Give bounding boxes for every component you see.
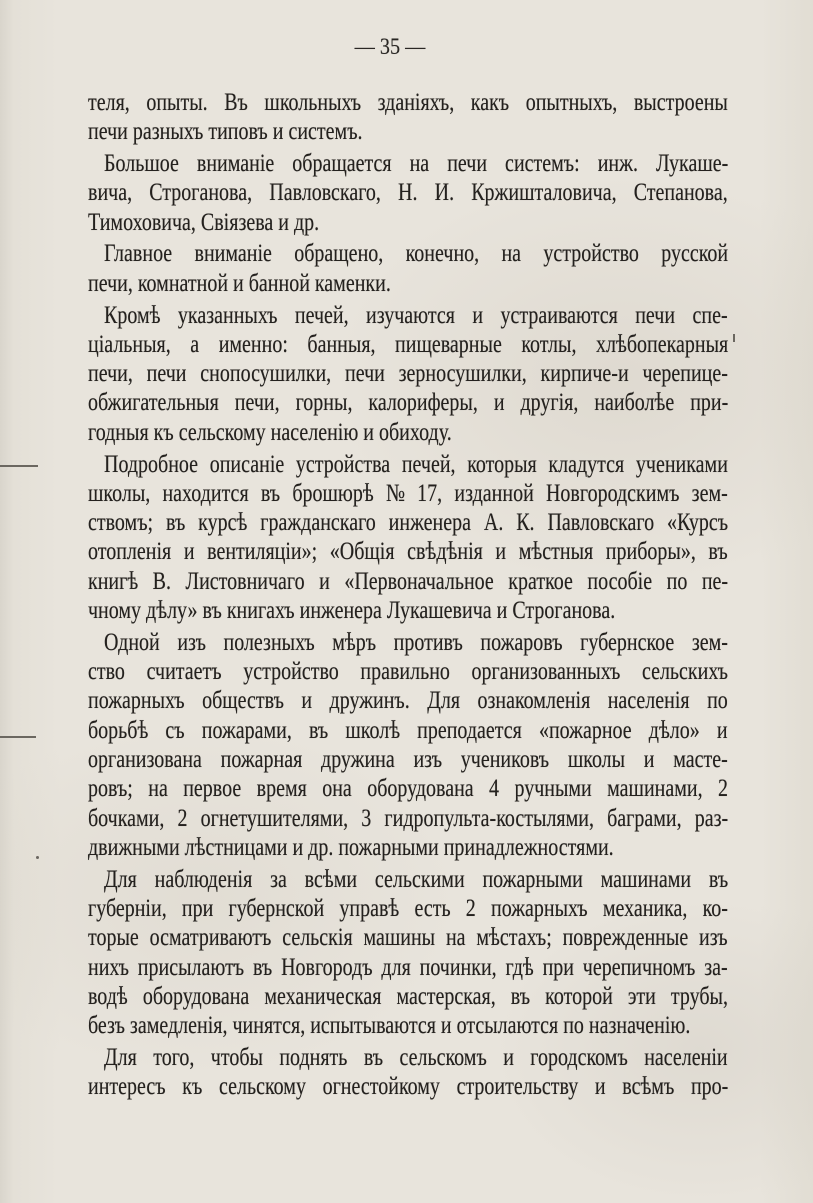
text-line-content: чному дѣлу» въ книгахъ инженера Лукашевича и Строганова. <box>88 597 616 625</box>
page-text-body <box>88 88 728 1102</box>
text-line-content: Подробное описаніе устройства печей, которыя кладутся учениками <box>104 450 728 478</box>
text-line-content: губерніи, при губернской управѣ есть 2 пожарныхъ механика, ко- <box>88 895 728 923</box>
text-line-content: ровъ; на первое время она оборудована 4 ручными машинами, 2 <box>88 775 728 803</box>
text-line <box>88 301 728 330</box>
text-line-content: Для того, чтобы поднять въ сельскомъ и городскомъ населеніи <box>104 1044 728 1071</box>
text-line <box>88 1072 728 1101</box>
text-line <box>88 330 728 359</box>
text-line <box>88 953 728 982</box>
text-line <box>88 686 728 715</box>
text-line <box>88 208 728 237</box>
paragraph <box>88 450 728 626</box>
text-line <box>88 1043 728 1072</box>
text-line-content: интересъ къ сельскому огнестойкому строительству и всѣмъ про- <box>88 1073 729 1101</box>
paragraph <box>88 628 728 862</box>
text-line-content: Тимоховича, Свіязева и др. <box>88 208 320 236</box>
text-line <box>88 359 728 388</box>
text-line-content: торые осматриваютъ сельскія машины на мѣстахъ; поврежденные изъ <box>88 924 728 952</box>
text-line <box>88 982 728 1011</box>
text-line <box>88 239 728 268</box>
text-line <box>88 716 728 745</box>
text-line <box>88 88 728 117</box>
text-line <box>88 1011 728 1040</box>
margin-mark <box>0 465 38 467</box>
paragraph <box>88 149 728 237</box>
text-line-content: годныя къ сельскому населенію и обиходу. <box>88 418 452 446</box>
text-line <box>88 865 728 894</box>
paragraph <box>88 865 728 1041</box>
text-line-content: ціальныя, а именно: банныя, пищеварные котлы, хлѣбопекарныя <box>88 330 729 358</box>
text-line <box>88 923 728 952</box>
text-line-content: ство считаетъ устройство правильно организованныхъ сельскихъ <box>88 658 728 686</box>
paragraph <box>88 301 728 447</box>
text-line <box>88 628 728 657</box>
text-line-content: Одной изъ полезныхъ мѣръ противъ пожаровъ губернское зем- <box>104 628 728 656</box>
margin-mark <box>0 736 36 738</box>
text-line-content: борьбѣ съ пожарами, въ школѣ преподается «пожарное дѣло» и <box>88 716 728 744</box>
text-line <box>88 537 728 566</box>
text-line <box>88 894 728 923</box>
text-line-content: вича, Строганова, Павловскаго, Н. И. Кржишталовича, Степанова, <box>88 179 728 207</box>
text-line <box>88 567 728 596</box>
page-number: — 35 — <box>354 34 426 59</box>
text-line-content: нихъ присылаютъ въ Новгородъ для починки, гдѣ при черепичномъ за- <box>88 953 728 981</box>
text-line <box>88 657 728 686</box>
text-line-content: книгѣ В. Листовничаго и «Первоначальное краткое пособіе по пе- <box>88 567 729 595</box>
margin-mark <box>36 856 39 859</box>
text-line-content: обжигательныя печи, горны, калориферы, и другія, наиболѣе при- <box>88 389 729 417</box>
text-line-content: организована пожарная дружина изъ учениковъ школы и масте- <box>88 746 728 774</box>
text-line-content: печи, комнатной и банной каменки. <box>88 269 391 297</box>
text-line <box>88 269 728 298</box>
text-line-content: школы, находится въ брошюрѣ № 17, изданной Новгородскимъ зем- <box>88 479 728 507</box>
text-line <box>88 774 728 803</box>
text-line <box>88 745 728 774</box>
text-line <box>88 117 728 146</box>
text-line-content: Большое вниманіе обращается на печи системъ: инж. Лукаше- <box>104 150 729 178</box>
text-line <box>88 178 728 207</box>
text-line <box>88 479 728 508</box>
text-line-content: ствомъ; въ курсѣ гражданскаго инженера А. К. Павловскаго «Курсъ <box>88 509 729 537</box>
text-line-content: теля, опыты. Въ школьныхъ зданіяхъ, какъ опытныхъ, выстроены <box>88 89 728 116</box>
text-line <box>88 450 728 479</box>
text-line-content: печи, печи снопосушилки, печи зерносушилки, кирпиче-и черепице- <box>88 360 728 388</box>
text-line <box>88 596 728 625</box>
paragraph <box>88 88 728 147</box>
text-line-content: отопленія и вентиляціи»; «Общія свѣдѣнія и мѣстныя приборы», въ <box>88 538 728 566</box>
text-line <box>88 508 728 537</box>
text-line <box>88 418 728 447</box>
text-line <box>88 833 728 862</box>
text-line-content: печи разныхъ типовъ и системъ. <box>88 118 363 146</box>
text-line-content: Для наблюденія за всѣми сельскими пожарными машинами въ <box>104 865 729 893</box>
text-line <box>88 804 728 833</box>
paragraph <box>88 1043 728 1102</box>
margin-mark <box>733 334 735 342</box>
text-line-content: Кромѣ указанныхъ печей, изучаются и устраиваются печи спе- <box>104 301 728 329</box>
paragraph <box>88 239 728 298</box>
text-line-content: бочками, 2 огнетушителями, 3 гидропульта-костылями, баграми, раз- <box>88 804 729 832</box>
text-line <box>88 149 728 178</box>
text-line-content: безъ замедленія, чинятся, испытываются и отсылаются по назначенію. <box>88 1012 691 1040</box>
text-line-content: Главное вниманіе обращено, конечно, на устройство русской <box>104 240 729 268</box>
text-line <box>88 388 728 417</box>
text-line-content: пожарныхъ обществъ и дружинъ. Для ознакомленія населенія по <box>88 687 728 715</box>
text-line-content: движными лѣстницами и др. пожарными принадлежностями. <box>88 833 614 861</box>
text-line-content: водѣ оборудована механическая мастерская, въ которой эти трубы, <box>88 982 728 1010</box>
